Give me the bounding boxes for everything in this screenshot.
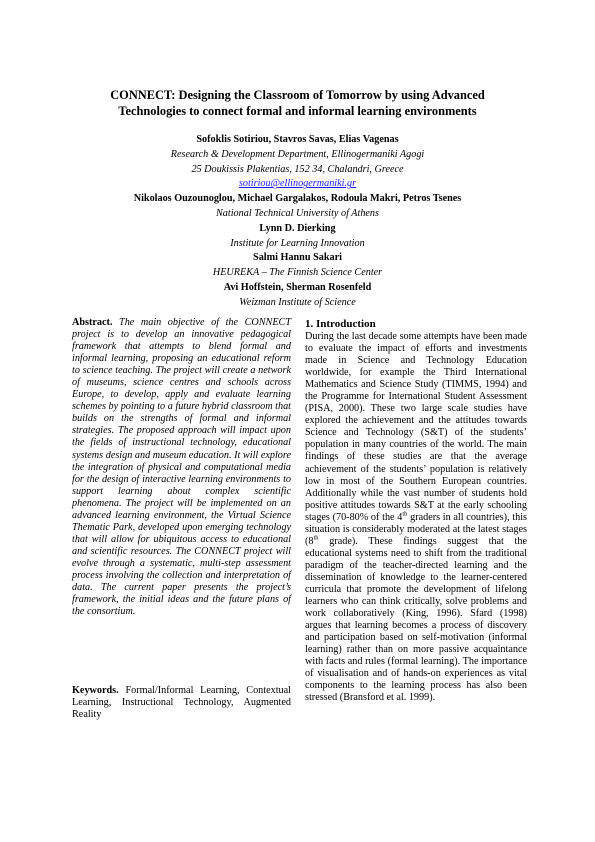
author-names-2: Nikolaos Ouzounoglou, Michael Gargalakos, Rodoula Makri, Petros Tsenes [133,193,462,205]
author-block [60,133,535,311]
superscript-th-1: th [402,510,408,518]
section-heading-introduction: 1. Introduction [305,318,376,330]
superscript-th-2: th [313,534,319,542]
author-names-5: Avi Hoffstein, Sherman Rosenfeld [223,281,372,293]
abstract-text: The main objective of the CONNECT project is to develop an innovative pedagogical framework that attempts to blend formal and informal learning, proposing an educational reform to science teaching. The project will create a network of museums, science centres and schools across Europe, to develop, apply and evaluate learning schemes by pointing to a future hybrid classroom that builds on the strengths of formal and informal strategies. The proposed approach will impact upon the fields of instructional technology, educational systems design and museum education. It will explore the integration of physical and computational media for the design of interactive learning environments to support learning about complex scientific phenomena. The project will be implemented on an advanced learning environment, the Virtual Science Thematic Park, developed upon emerging technology that will allow for ubiquitous access to educational and scientific resources. The CONNECT project will evolve through a systematic, multi-step assessment process involving the collection and interpretation of data. The current paper presents the project’s framework, the initial ideas and the future plans of the consortium. [72,317,292,618]
title-line-1: CONNECT: Designing the Classroom of Tomorrow by using Advanced [110,88,485,102]
affiliation-4: HEUREKA – The Finnish Science Center [212,267,383,279]
address-1: 25 Doukissis Plakentias, 152 34, Chalandri, Greece [191,163,404,175]
keywords-section [72,685,291,721]
title-line-2: Technologies to connect formal and informal learning environments [118,104,477,118]
affiliation-1: Research & Development Department, Ellinogermaniki Agogi [170,148,425,160]
affiliation-5: Weizman Institute of Science [239,296,356,308]
abstract-heading: Abstract [72,317,110,328]
affiliation-2: National Technical University of Athens [216,207,379,219]
introduction-body [305,331,527,704]
intro-text-part-3: grade). These findings suggest that the educational systems need to shift from the traditional paradigm of the teacher-directed learning and the dissemination of knowledge to the learner-centered curricula that promote the development of lifelong learners who can think critically, solve problems and work collaboratively (King, 1996). Sfard (1998) argues that learning becomes a process of discovery and participation based on self-motivation (informal learning) rather than on more passive acquaintance with facts and rules (formal learning). The importance of visualisation and of hands-on experiences as vital components to the learning process has also been stressed (Bransford et al. 1999). [305,535,527,704]
author-names-3: Lynn D. Dierking [259,222,336,234]
intro-text-part-1: During the last decade some attempts have been made to evaluate the impact of efforts and investments made in Science and Technology Education worldwide, for example the Third International Mathematics and Science Study (TIMMS, 1994) and the Programme for International Student Assessment (PISA, 2000). These two large scale studies have explored the achievement and the attitudes towards Science and Technology (S&T) of the students’ population in many countries of the world. The main findings of these studies are that the average achievement of the students’ population is relatively low in most of the Southern European countries. Additionally while the vast number of students hold positive attitudes towards S&T at the early schooling stages (70-80% of the 4 [305,331,527,523]
keywords-text: Formal/Informal Learning, Contextual Learning, Instructional Technology, Augmented Reality [72,685,291,721]
author-names-4: Salmi Hannu Sakari [253,252,342,264]
abstract-section [72,317,291,618]
intro-text-part-2: graders in all countries), this situation is considerably moderated at the latest stages (8 [305,511,527,547]
email-link[interactable]: sotiriou@ellinogermaniki.gr [238,178,357,190]
keywords-heading: Keywords. [72,685,119,696]
paper-title [70,87,525,119]
abstract-heading-period: . [109,317,113,328]
affiliation-3: Institute for Learning Innovation [230,237,365,249]
author-names-1: Sofoklis Sotiriou, Stavros Savas, Elias Vagenas [196,134,399,145]
